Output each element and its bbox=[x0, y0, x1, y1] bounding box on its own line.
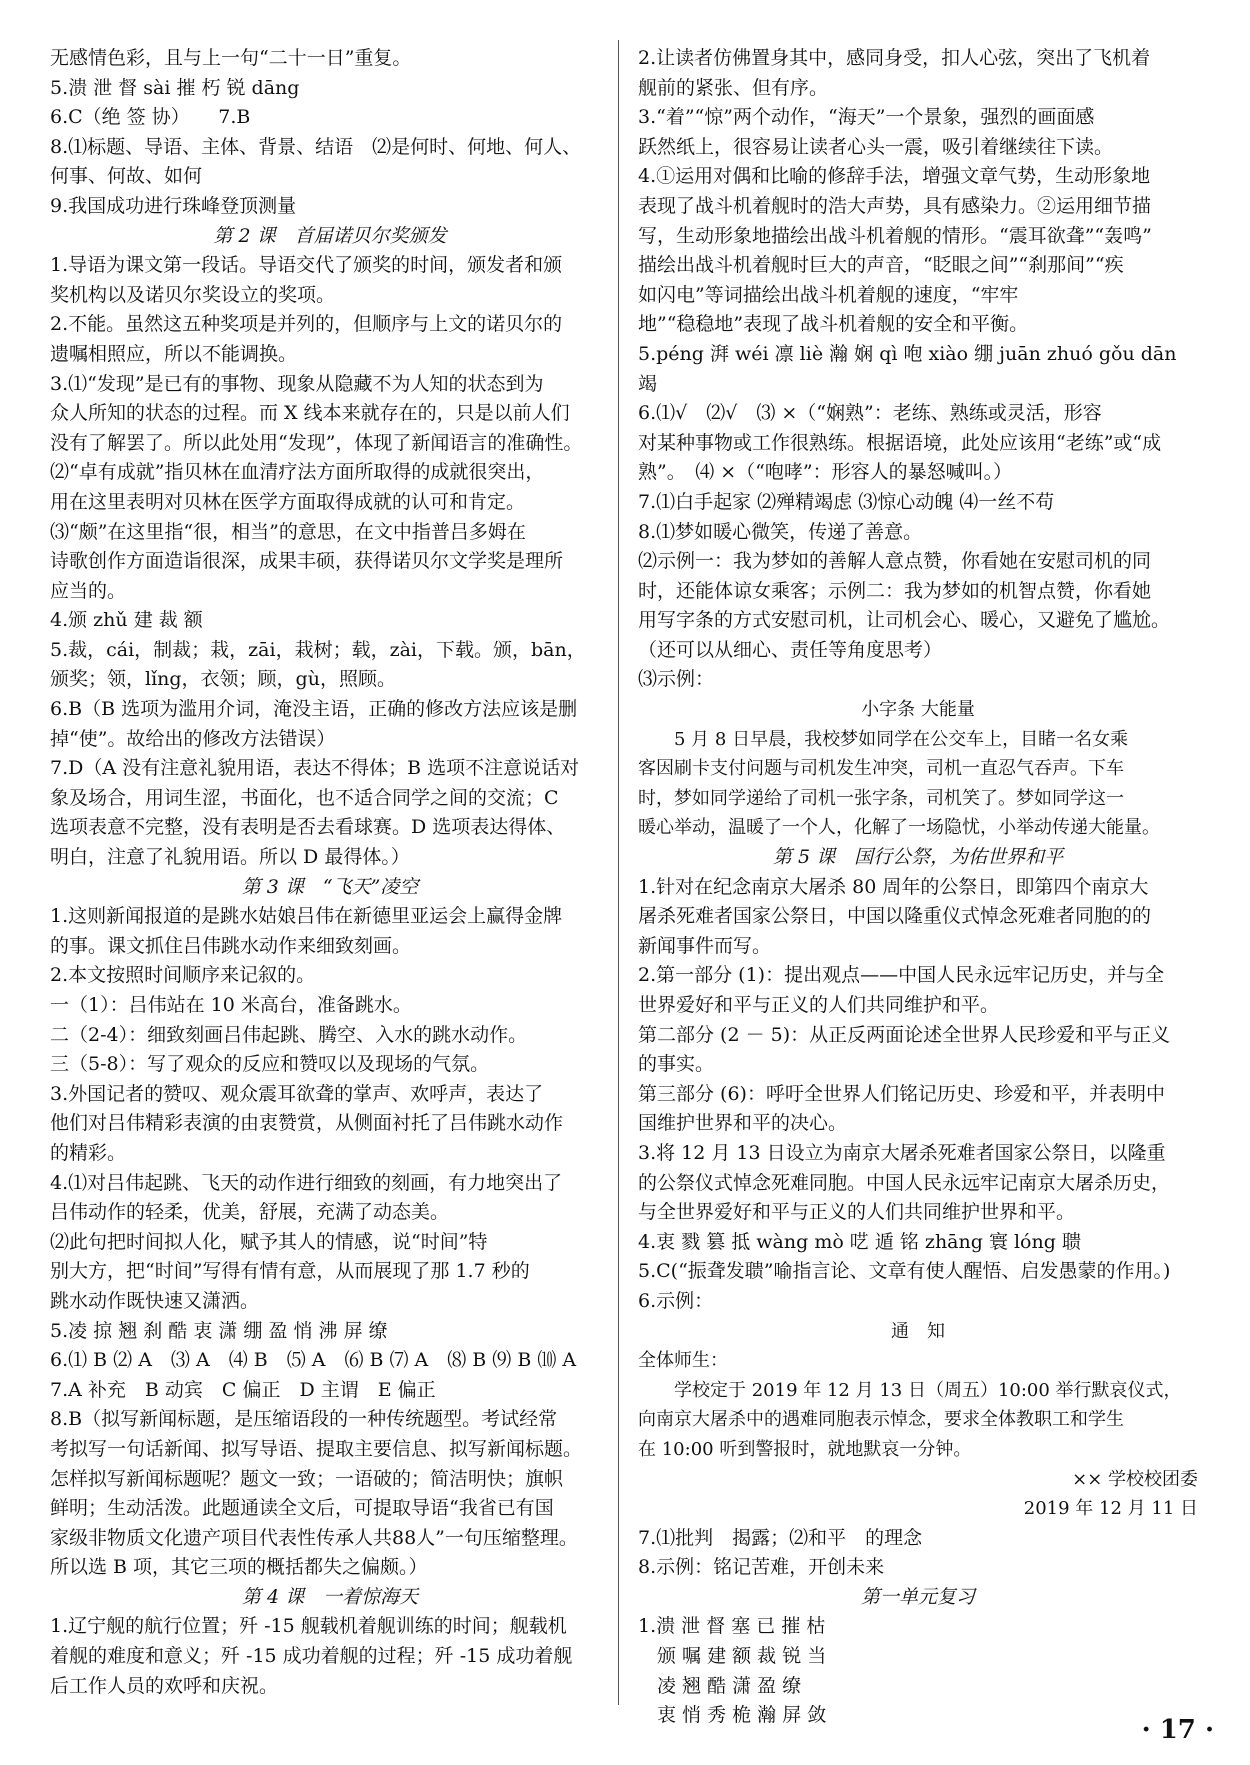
answer-line: 诗歌创作方面造诣很深，成果丰硕，获得诺贝尔文学奖是理所 bbox=[50, 550, 564, 573]
answer-line: 世界爱好和平与正义的人们共同维护和平。 bbox=[638, 994, 1000, 1016]
answer-line: 熟”。 ⑷ ×（“咆哮”：形容人的暴怒喊叫。） bbox=[638, 461, 1013, 484]
answer-line: 3.将 12 月 13 日设立为南京大屠杀死难者国家公祭日，以隆重 bbox=[638, 1141, 1166, 1164]
answer-line: 4.⑴对吕伟起跳、飞天的动作进行细致的刻画，有力地突出了 bbox=[50, 1171, 563, 1194]
answer-line: 别大方，把“时间”写得有情有意，从而展现了那 1.7 秒的 bbox=[50, 1260, 530, 1283]
answer-line: 跃然纸上，很容易让读者心头一震，吸引着继续往下读。 bbox=[638, 135, 1114, 158]
answer-line: 7.⑴白手起家 ⑵殚精竭虑 ⑶惊心动魄 ⑷一丝不苟 bbox=[638, 490, 1055, 513]
notice-title: 通 知 bbox=[891, 1320, 945, 1342]
answer-line: 6.C（绝 签 协） 7.B bbox=[50, 106, 251, 129]
answer-line: 1.导语为课文第一段话。导语交代了颁奖的时间，颁发者和颁 bbox=[50, 254, 563, 277]
answer-line: 明白，注意了礼貌用语。所以 D 最得体。） bbox=[50, 846, 410, 869]
answer-line: 的公祭仪式悼念死难同胞。中国人民永远牢记南京大屠杀历史， bbox=[638, 1171, 1171, 1194]
answer-line: 2.第一部分 (1)：提出观点——中国人民永远牢记历史，并与全 bbox=[638, 964, 1165, 987]
answer-line: 1.溃 泄 督 塞 已 摧 枯 bbox=[638, 1615, 826, 1638]
answer-line: 4.衷 戮 篡 抵 wàng mò 呓 遁 铭 zhāng 寰 lóng 聩 bbox=[638, 1230, 1081, 1253]
answer-line: 新闻事件而写。 bbox=[638, 934, 772, 957]
essay-line: 5 月 8 日早晨，我校梦如同学在公交车上，目睹一名女乘 bbox=[638, 728, 1129, 750]
essay-line: 客因刷卡支付问题与司机发生冲突，司机一直忍气吞声。下车 bbox=[638, 758, 1124, 780]
answer-line: 应当的。 bbox=[50, 579, 127, 602]
answer-line: 用在这里表明对贝林在医学方面取得成就的认可和肯定。 bbox=[50, 490, 526, 513]
answer-line: 凌 翘 酷 潇 盈 缭 bbox=[638, 1674, 802, 1697]
answer-line: 三（5-8）：写了观众的反应和赞叹以及现场的气氛。 bbox=[50, 1053, 490, 1076]
notice-signature: ×× 学校校团委 bbox=[1072, 1468, 1198, 1490]
answer-line: 5.凌 掠 翘 刹 酷 衷 潇 绷 盈 悄 沸 屏 缭 bbox=[50, 1319, 388, 1342]
answer-line: 6.⑴√ ⑵√ ⑶ ×（“娴熟”：老练、熟练或灵活，形容 bbox=[638, 402, 1102, 425]
answer-line: 何事、何故、如何 bbox=[50, 165, 203, 188]
answer-line: ⑶“颇”在这里指“很，相当”的意思，在文中指普吕多姆在 bbox=[50, 520, 526, 543]
essay-title: 小字条 大能量 bbox=[861, 699, 975, 721]
answer-line: 着舰的难度和意义；歼 -15 成功着舰的过程；歼 -15 成功着舰 bbox=[50, 1645, 573, 1668]
answer-line: 4.①运用对偶和比喻的修辞手法，增强文章气势，生动形象地 bbox=[638, 165, 1151, 188]
column-divider bbox=[618, 40, 619, 1705]
answer-line: 一（1）：吕伟站在 10 米高台，准备跳水。 bbox=[50, 994, 412, 1016]
answer-line: 屠杀死难者国家公祭日，中国以隆重仪式悼念死难者同胞的的 bbox=[638, 905, 1152, 928]
answer-line: 4.颁 zhǔ 建 裁 额 bbox=[50, 609, 203, 632]
answer-line: 衷 悄 秀 桅 瀚 屏 敛 bbox=[638, 1704, 827, 1727]
notice-line: 全体师生： bbox=[638, 1350, 728, 1372]
answer-line: 如闪电”等词描绘出战斗机着舰的速度，“牢牢 bbox=[638, 283, 1019, 306]
answer-line: 的精彩。 bbox=[50, 1141, 127, 1164]
answer-line: 第二部分 (2 － 5)：从正反两面论述全世界人民珍爱和平与正义 bbox=[638, 1023, 1171, 1046]
lesson-heading: 第 3 课 “飞天”凌空 bbox=[241, 875, 419, 898]
answer-line: 1.针对在纪念南京大屠杀 80 周年的公祭日，即第四个南京大 bbox=[638, 875, 1149, 898]
answer-line: 7.⑴批判 揭露；⑵和平 的理念 bbox=[638, 1526, 923, 1549]
answer-line: 所以选 B 项，其它三项的概括都失之偏颇。） bbox=[50, 1556, 428, 1579]
answer-line: 考拟写一句话新闻、拟写导语、提取主要信息、拟写新闻标题。 bbox=[50, 1437, 583, 1460]
answer-line: 吕伟动作的轻柔，优美，舒展，充满了动态美。 bbox=[50, 1201, 450, 1224]
answer-line: 他们对吕伟精彩表演的由衷赞赏，从侧面衬托了吕伟跳水动作 bbox=[50, 1112, 564, 1135]
answer-line: 对某种事物或工作很熟练。根据语境，此处应该用“老练”或“成 bbox=[638, 431, 1162, 454]
answer-line: 选项表意不完整，没有表明是否去看球赛。D 选项表达得体、 bbox=[50, 816, 566, 839]
left-column bbox=[50, 44, 610, 1701]
answer-line: 奖机构以及诺贝尔奖设立的奖项。 bbox=[50, 283, 336, 306]
answer-line: 与全世界爱好和平与正义的人们共同维护世界和平。 bbox=[638, 1201, 1076, 1224]
answer-line: 6.B（B 选项为滥用介词，淹没主语，正确的修改方法应该是删 bbox=[50, 698, 578, 721]
answer-line: 舰前的紧张、但有序。 bbox=[638, 76, 829, 99]
answer-line: 表现了战斗机着舰时的浩大声势，具有感染力。②运用细节描 bbox=[638, 194, 1152, 217]
answer-line: 5.裁，cái，制裁；栽，zāi，栽树；载，zài，下载。颁，bān， bbox=[50, 638, 586, 661]
answer-line: 6.示例： bbox=[638, 1289, 714, 1312]
answer-line: 跳水动作既快速又潇洒。 bbox=[50, 1289, 260, 1312]
answer-line: 的事实。 bbox=[638, 1053, 715, 1076]
answer-line: 的事。课文抓住吕伟跳水动作来细致刻画。 bbox=[50, 934, 412, 957]
answer-line: 家级非物质文化遗产项目代表性传承人共88人”一句压缩整理。 bbox=[50, 1526, 578, 1549]
answer-line: 国维护世界和平的决心。 bbox=[638, 1112, 848, 1135]
answer-line: 遗嘱相照应，所以不能调换。 bbox=[50, 342, 298, 365]
notice-signature: 2019 年 12 月 11 日 bbox=[1023, 1498, 1198, 1520]
answer-line: 5.溃 泄 督 sài 摧 朽 锐 dāng bbox=[50, 76, 300, 99]
answer-line: ⑶示例： bbox=[638, 668, 715, 691]
essay-line: 暖心举动，温暖了一个人，化解了一场隐忧，小举动传递大能量。 bbox=[638, 817, 1160, 839]
answer-line: 2.让读者仿佛置身其中，感同身受，扣人心弦，突出了飞机着 bbox=[638, 47, 1151, 69]
answer-line: 象及场合，用词生涩，书面化，也不适合同学之间的交流；C bbox=[50, 786, 559, 809]
answer-line: 8.B（拟写新闻标题，是压缩语段的一种传统题型。考试经常 bbox=[50, 1408, 558, 1431]
answer-line: （还可以从细心、责任等角度思考） bbox=[638, 638, 943, 661]
answer-line: 7.D（A 没有注意礼貌用语，表达不得体；B 选项不注意说话对 bbox=[50, 757, 580, 780]
answer-line: 鲜明；生动活泼。此题通读全文后，可提取导语“我省已有国 bbox=[50, 1497, 554, 1520]
lesson-heading: 第 2 课 首届诺贝尔奖颁发 bbox=[213, 224, 447, 247]
notice-line: 在 10:00 听到警报时，就地默哀一分钟。 bbox=[638, 1438, 972, 1460]
answer-line: 颁奖；领，lǐng，衣领；顾，gù，照顾。 bbox=[50, 668, 396, 691]
answer-line: 1.这则新闻报道的是跳水姑娘吕伟在新德里亚运会上赢得金牌 bbox=[50, 905, 563, 928]
answer-line: 1.辽宁舰的航行位置；歼 -15 舰载机着舰训练的时间；舰载机 bbox=[50, 1615, 567, 1638]
answer-line: 2.不能。虽然这五种奖项是并列的，但顺序与上文的诺贝尔的 bbox=[50, 313, 563, 336]
lesson-heading: 第一单元复习 bbox=[860, 1585, 975, 1608]
lesson-heading: 第 4 课 一着惊海天 bbox=[241, 1585, 419, 1608]
notice-line: 学校定于 2019 年 12 月 13 日（周五）10:00 举行默哀仪式， bbox=[638, 1379, 1182, 1401]
essay-line: 时，梦如同学递给了司机一张字条，司机笑了。梦如同学这一 bbox=[638, 787, 1124, 809]
answer-line: 8.示例：铭记苦难，开创未来 bbox=[638, 1556, 885, 1579]
notice-line: 向南京大屠杀中的遇难同胞表示悼念，要求全体教职工和学生 bbox=[638, 1409, 1124, 1431]
right-column bbox=[638, 44, 1198, 1731]
answer-line: 3.⑴“发现”是已有的事物、现象从隐藏不为人知的状态到为 bbox=[50, 372, 544, 395]
answer-line: 5.péng 湃 wéi 凛 liè 瀚 娴 qì 咆 xiào 绷 juān zhuó gǒu dān bbox=[638, 342, 1177, 365]
answer-line: 写，生动形象地描绘出战斗机着舰的情形。“震耳欲聋”“轰鸣” bbox=[638, 224, 1152, 247]
answer-line: 后工作人员的欢呼和庆祝。 bbox=[50, 1674, 279, 1697]
page-number: · 17 · bbox=[1141, 1715, 1214, 1745]
answer-line: 2.本文按照时间顺序来记叙的。 bbox=[50, 964, 316, 987]
answer-line: 用写字条的方式安慰司机，让司机会心、暖心，又避免了尴尬。 bbox=[638, 609, 1171, 632]
answer-line: 二（2-4）：细致刻画吕伟起跳、腾空、入水的跳水动作。 bbox=[50, 1023, 528, 1046]
answer-line: 6.⑴ B ⑵ A ⑶ A ⑷ B ⑸ A ⑹ B ⑺ A ⑻ B ⑼ B ⑽ A bbox=[50, 1349, 577, 1372]
answer-line: 9.我国成功进行珠峰登顶测量 bbox=[50, 194, 297, 217]
answer-line: 3.外国记者的赞叹、观众震耳欲聋的掌声、欢呼声，表达了 bbox=[50, 1082, 544, 1105]
answer-line: 7.A 补充 B 动宾 C 偏正 D 主谓 E 偏正 bbox=[50, 1378, 436, 1401]
answer-line: 众人所知的状态的过程。而 X 线本来就存在的，只是以前人们 bbox=[50, 402, 570, 425]
answer-line: 竭 bbox=[638, 372, 658, 395]
answer-line: 没有了解罢了。所以此处用“发现”，体现了新闻语言的准确性。 bbox=[50, 431, 583, 454]
answer-line: 无感情色彩，且与上一句“二十一日”重复。 bbox=[50, 47, 412, 69]
answer-line: 第三部分 (6)：呼吁全世界人们铭记历史、珍爱和平，并表明中 bbox=[638, 1082, 1165, 1105]
answer-line: 3.“着”“惊”两个动作，“海天”一个景象，强烈的画面感 bbox=[638, 106, 1095, 129]
answer-line: ⑵此句把时间拟人化，赋予其人的情感，说“时间”特 bbox=[50, 1230, 488, 1253]
answer-line: 地”“稳稳地”表现了战斗机着舰的安全和平衡。 bbox=[638, 313, 1029, 336]
answer-line: 怎样拟写新闻标题呢？题文一致；一语破的；简洁明快；旗帜 bbox=[50, 1467, 564, 1490]
answer-line: 8.⑴标题、导语、主体、背景、结语 ⑵是何时、何地、何人、 bbox=[50, 135, 582, 158]
answer-line: ⑵“卓有成就”指贝林在血清疗法方面所取得的成就很突出， bbox=[50, 461, 545, 484]
answer-line: 时，还能体谅女乘客；示例二：我为梦如的机智点赞，你看她 bbox=[638, 579, 1152, 602]
answer-line: 颁 嘱 建 额 裁 锐 当 bbox=[638, 1645, 827, 1668]
answer-line: 5.C(“振聋发聩”喻指言论、文章有使人醒悟、启发愚蒙的作用。) bbox=[638, 1260, 1171, 1283]
lesson-heading: 第 5 课 国行公祭，为佑世界和平 bbox=[772, 846, 1064, 869]
answer-line: ⑵示例一：我为梦如的善解人意点赞，你看她在安慰司机的同 bbox=[638, 550, 1152, 573]
answer-line: 掉“使”。故给出的修改方法错误） bbox=[50, 727, 336, 750]
answer-line: 描绘出战斗机着舰时巨大的声音，“眨眼之间”“刹那间”“疾 bbox=[638, 254, 1124, 277]
answer-line: 8.⑴梦如暖心微笑，传递了善意。 bbox=[638, 520, 923, 543]
